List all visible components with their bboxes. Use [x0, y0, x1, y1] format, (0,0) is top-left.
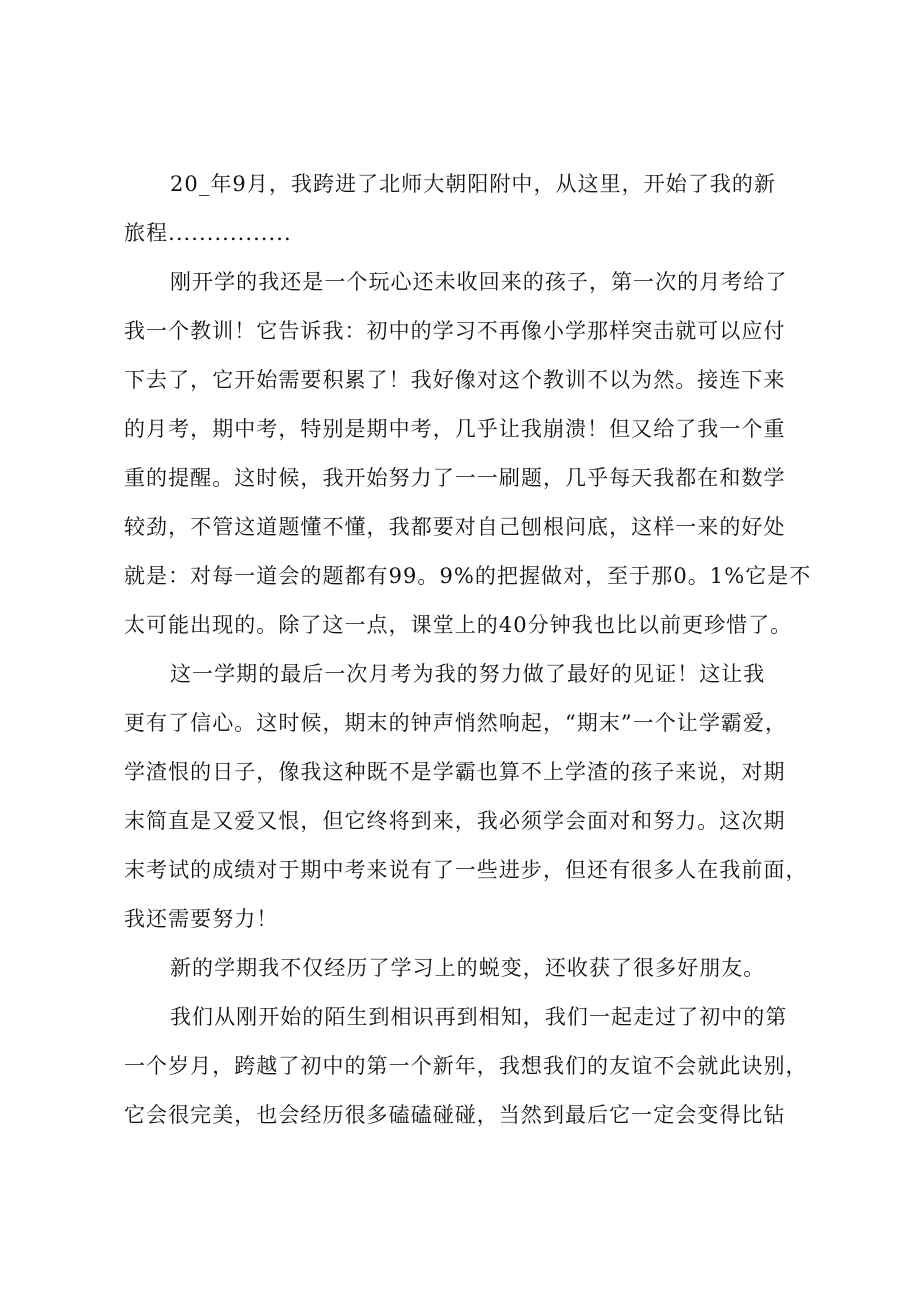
paragraph	[124, 650, 814, 944]
paragraph	[124, 258, 814, 650]
text-line: 的月考，期中考，特别是期中考，几乎让我崩溃！但又给了我一个重	[124, 417, 786, 441]
text-line: 旅程................	[124, 221, 292, 245]
text-line: 学渣恨的日子，像我这种既不是学霸也算不上学渣的孩子来说，对期	[124, 760, 786, 784]
paragraph	[124, 160, 814, 258]
text-line: 刚开学的我还是一个玩心还未收回来的孩子，第一次的月考给了	[170, 270, 788, 294]
text-line: 太可能出现的。除了这一点，课堂上的40分钟我也比以前更珍惜了。	[124, 613, 793, 637]
text-line: 末简直是又爱又恨，但它终将到来，我必须学会面对和努力。这次期	[124, 809, 786, 833]
text-line: 我们从刚开始的陌生到相识再到相知，我们一起走过了初中的第	[170, 1005, 788, 1029]
text-line: 较劲，不管这道题懂不懂，我都要对自己刨根问底，这样一来的好处	[124, 515, 786, 539]
text-line: 重的提醒。这时候，我开始努力了一一刷题，几乎每天我都在和数学	[124, 466, 786, 490]
text-line: 更有了信心。这时候，期末的钟声悄然响起，“期末”一个让学霸爱，	[124, 711, 788, 735]
paragraph	[124, 944, 814, 993]
text-line: 末考试的成绩对于期中考来说有了一些进步，但还有很多人在我前面，	[124, 858, 808, 882]
text-line: 20_年9月，我跨进了北师大朝阳附中，从这里，开始了我的新	[170, 172, 777, 196]
paragraph	[124, 993, 814, 1140]
text-line: 它会很完美，也会经历很多磕磕碰碰，当然到最后它一定会变得比钻	[124, 1103, 786, 1127]
text-line: 就是：对每一道会的题都有99。9%的把握做对，至于那0。1%它是不	[124, 564, 812, 588]
text-line: 这一学期的最后一次月考为我的努力做了最好的见证！这让我	[170, 662, 766, 686]
text-line: 我还需要努力！	[124, 907, 279, 931]
text-line: 我一个教训！它告诉我：初中的学习不再像小学那样突击就可以应付	[124, 319, 786, 343]
document-body	[124, 160, 814, 1140]
text-line: 一个岁月，跨越了初中的第一个新年，我想我们的友谊不会就此诀别，	[124, 1054, 808, 1078]
text-line: 新的学期我不仅经历了学习上的蜕变，还收获了很多好朋友。	[170, 956, 766, 980]
text-line: 下去了，它开始需要积累了！我好像对这个教训不以为然。接连下来	[124, 368, 786, 392]
